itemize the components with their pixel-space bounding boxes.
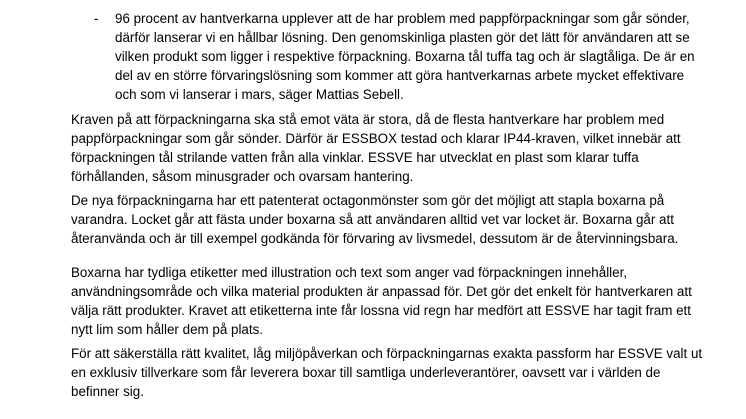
- text-line: del av en större förvaringslösning som kommer att göra hantverkarnas arbete mycket effektivare: [115, 67, 685, 83]
- paragraph-quality: [71, 345, 703, 402]
- quote-text: [115, 10, 700, 105]
- text-line: För att säkerställa rätt kvalitet, låg miljöpåverkan och förpackningarnas exakta passform har ESSVE valt ut: [71, 346, 703, 361]
- text-line: De nya förpackningarna har ett patenterat octagonmönster som gör det möjligt att stapla boxarna på: [71, 193, 665, 208]
- text-line: befinner sig.: [71, 383, 144, 399]
- text-line: därför lanserar vi en hållbar lösning. Den genomskinliga plasten gör det lätt för användaren att se: [115, 29, 690, 45]
- paragraph-labels: [71, 264, 691, 340]
- text-line: och som vi lanserar i mars, säger Mattias Sebell.: [115, 86, 404, 102]
- text-line: återanvända och är till exempel godkända för förvaring av livsmedel, dessutom är de återvinningsbara.: [71, 230, 679, 246]
- paragraph-moisture-requirements: [71, 111, 691, 187]
- text-line: förhållanden, såsom minusgrader och ovarsam hantering.: [71, 168, 414, 184]
- text-line: användningsområde och vilka material produkten är anpassad för. Det gör det enkelt för hantverkaren att: [71, 283, 692, 299]
- text-line: välja rätt produkter. Kravet att etiketterna inte får lossna vid regn har medfört att ESSVE har tagit fram ett: [71, 302, 691, 318]
- paragraph-octagon-pattern: [71, 192, 691, 249]
- text-line: vilken produkt som ligger i respektive förpackning. Boxarna tål tuffa tag och är slagtåliga. De är en: [115, 48, 695, 64]
- text-line: varandra. Locket går att fästa under boxarna så att användaren alltid vet var locket är. Boxarna går att: [71, 211, 674, 227]
- bullet-dash-marker: -: [94, 11, 99, 26]
- text-line: Boxarna har tydliga etiketter med illustration och text som anger vad förpackningen innehåller,: [71, 265, 628, 280]
- text-line: pappförpackningar som går sönder. Därför är ESSBOX testad och klarar IP44-kraven, vilket innebär att: [71, 130, 681, 146]
- text-line: förpackningen tål strilande vatten från alla vinklar. ESSVE har utvecklat en plast som klarar tuffa: [71, 149, 639, 165]
- text-line: 96 procent av hantverkarna upplever att de har problem med pappförpackningar som går sönder,: [115, 11, 690, 26]
- text-line: nytt lim som håller dem på plats.: [71, 321, 264, 337]
- text-line: Kraven på att förpackningarna ska stå emot väta är stora, då de flesta hantverkare har problem med: [71, 112, 665, 127]
- text-line: en exklusiv tillverkare som får leverera boxar till samtliga underleverantörer, oavsett var i världen de: [71, 364, 661, 380]
